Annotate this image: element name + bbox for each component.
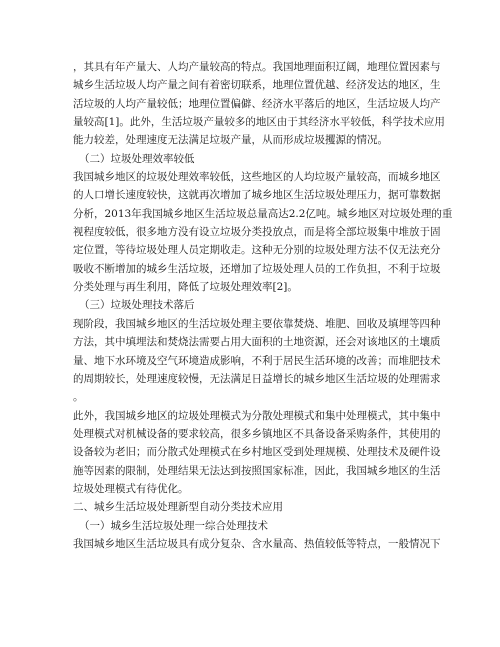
text-line: 能力较差，处理速度无法满足垃圾产量，从而形成垃圾攫源的情况。 (73, 134, 388, 147)
text-line: 处理模式对机械设备的要求较高，很多乡镇地区不具备设备采购条件，其使用的 (73, 427, 441, 440)
text-line: 方法，其中填埋法和焚烧法需要占用大面积的土地资源，还会对该地区的土壤质 (73, 336, 441, 349)
text-line: 的人口增长速度较快，这就再次增加了城乡地区生活垃圾处理压力，据可靠数据 (73, 189, 441, 202)
text-line: 此外，我国城乡地区的垃圾处理模式为分散处理模式和集中处理模式，其中集中 (73, 409, 441, 422)
text-line: 现阶段，我国城乡地区的生活垃圾处理主要依靠焚烧、堆肥、回收及填埋等四种 (73, 317, 441, 330)
text-line: 量较高[1]。此外，生活垃圾产量较多的地区由于其经济水平较低，科学技术应用 (73, 116, 445, 129)
text-line: 视程度较低，很多地方没有设立垃圾分类投放点，而是将全部垃圾集中堆放于固 (73, 226, 441, 239)
text-line: 设备较为老旧；而分散式处理模式在乡村地区受到处理规模、处理技术及硬件设 (73, 446, 441, 459)
chapter-heading: 二、城乡生活垃圾处理新型自动分类技术应用 (73, 501, 283, 514)
text-line: 我国城乡地区生活垃圾具有成分复杂、含水量高、热值较低等特点，一般情况下 (73, 537, 441, 550)
text-line: 。 (73, 391, 84, 404)
text-line: 分析，2013年我国城乡地区生活垃圾总量高达2.2亿吨。城乡地区对垃圾处理的重 (73, 207, 453, 220)
section-heading: （三）垃圾处理技术落后 (79, 299, 195, 312)
document-page (73, 58, 453, 553)
text-line: 垃圾处理模式有待优化。 (73, 482, 189, 495)
section-heading: （二）垃圾处理效率较低 (79, 152, 195, 165)
text-line: ，其具有年产量大、人均产量较高的特点。我国地理面积辽阔，地理位置因素与 (73, 61, 441, 73)
text-line: 我国城乡地区的垃圾处理效率较低，这些地区的人均垃圾产量较高，而城乡地区 (73, 171, 441, 184)
text-line: 施等因素的限制，处理结果无法达到按照国家标准，因此，我国城乡地区的生活 (73, 464, 441, 477)
text-line: 的周期较长，处理速度较慢，无法满足日益增长的城乡地区生活垃圾的处理需求 (73, 372, 441, 385)
section-heading: （一）城乡生活垃圾处理一综合处理技术 (79, 519, 268, 532)
text-line: 活垃圾的人均产量较低；地理位置偏僻、经济水平落后的地区，生活垃圾人均产 (73, 97, 441, 110)
text-line: 量、地下水环境及空气环境造成影响，不利于居民生活环境的改善；而堆肥技术 (73, 354, 441, 367)
text-line: 城乡生活垃圾人均产量之间有着密切联系，地理位置优越、经济发达的地区，生 (73, 79, 441, 92)
text-line: 定位置，等待垃圾处理人员定期收走。这种无分别的垃圾处理方法不仅无法充分 (73, 244, 441, 257)
text-line: 吸收不断增加的城乡生活垃圾，还增加了垃圾处理人员的工作负担，不利于垃圾 (73, 262, 441, 275)
text-line: 分类处理与再生利用，降低了垃圾处理效率[2]。 (73, 281, 298, 294)
